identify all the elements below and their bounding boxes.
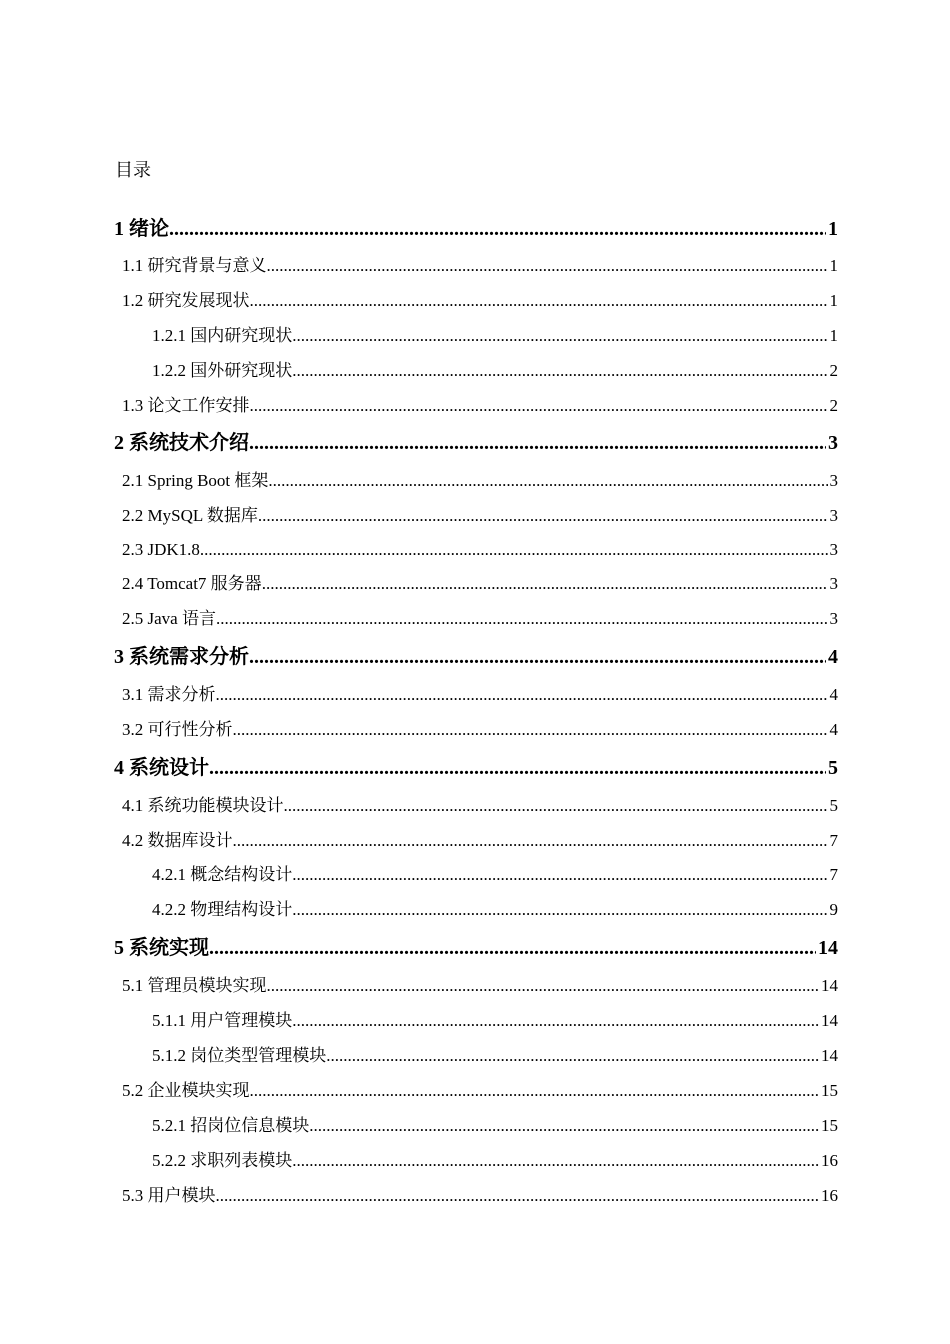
toc-entry-page: 9 bbox=[829, 900, 838, 919]
dot-leader bbox=[267, 975, 820, 997]
dot-leader bbox=[326, 1045, 819, 1067]
toc-entry[interactable] bbox=[0, 1185, 838, 1207]
toc-entry[interactable] bbox=[0, 864, 838, 886]
toc-entry[interactable] bbox=[0, 1010, 838, 1032]
toc-entry-label: 4.2 数据库设计 bbox=[122, 831, 233, 850]
toc-entry[interactable] bbox=[0, 755, 838, 781]
toc-entry-page: 3 bbox=[829, 506, 838, 525]
toc-entry-label: 2.5 Java 语言 bbox=[122, 609, 216, 628]
toc-entry-page: 7 bbox=[829, 831, 838, 850]
dot-leader bbox=[292, 360, 827, 382]
toc-entry-label: 1.2 研究发展现状 bbox=[122, 291, 250, 310]
dot-leader bbox=[216, 608, 828, 630]
toc-entry-label: 4.2.2 物理结构设计 bbox=[152, 900, 293, 919]
dot-leader bbox=[292, 899, 827, 921]
toc-entry[interactable] bbox=[0, 360, 838, 382]
toc-entry-page: 3 bbox=[829, 471, 838, 490]
dot-leader bbox=[292, 864, 827, 886]
toc-entry-page: 7 bbox=[829, 865, 838, 884]
toc-entry-label: 2.1 Spring Boot 框架 bbox=[122, 471, 269, 490]
toc-entry[interactable] bbox=[0, 290, 838, 312]
toc-entry-label: 1.3 论文工作安排 bbox=[122, 396, 250, 415]
toc-entry[interactable] bbox=[0, 505, 838, 527]
toc-entry[interactable] bbox=[0, 573, 838, 595]
toc-entry[interactable] bbox=[0, 1115, 838, 1137]
dot-leader bbox=[250, 395, 828, 417]
toc-entry-page: 5 bbox=[829, 796, 838, 815]
toc-entry-label: 5.2.2 求职列表模块 bbox=[152, 1151, 293, 1170]
toc-entry-page: 5 bbox=[828, 757, 838, 779]
dot-leader bbox=[249, 644, 826, 670]
toc-entry-page: 3 bbox=[829, 574, 838, 593]
toc-entry-page: 3 bbox=[829, 540, 838, 559]
dot-leader bbox=[200, 539, 828, 561]
toc-entry-page: 1 bbox=[829, 326, 838, 345]
toc-entry-label: 5.1.1 用户管理模块 bbox=[152, 1011, 293, 1030]
toc-entry-label: 2.2 MySQL 数据库 bbox=[122, 506, 258, 525]
dot-leader bbox=[216, 684, 828, 706]
dot-leader bbox=[250, 290, 828, 312]
dot-leader bbox=[268, 470, 827, 492]
toc-entry[interactable] bbox=[0, 684, 838, 706]
toc-entry-page: 15 bbox=[821, 1116, 838, 1135]
toc-entry-label: 2 系统技术介绍 bbox=[114, 432, 249, 454]
toc-entry-page: 15 bbox=[821, 1081, 838, 1100]
toc-entry[interactable] bbox=[0, 395, 838, 417]
toc-entry-label: 1.1 研究背景与意义 bbox=[122, 256, 267, 275]
dot-leader bbox=[169, 216, 826, 242]
toc-entry-label: 5.2 企业模块实现 bbox=[122, 1081, 250, 1100]
toc-entry-label: 5.1 管理员模块实现 bbox=[122, 976, 267, 995]
dot-leader bbox=[233, 830, 828, 852]
toc-entry-label: 1.2.2 国外研究现状 bbox=[152, 361, 293, 380]
toc-entry[interactable] bbox=[0, 608, 838, 630]
toc-entry-page: 16 bbox=[821, 1151, 838, 1170]
toc-entry-label: 5.3 用户模块 bbox=[122, 1186, 216, 1205]
toc-entry[interactable] bbox=[0, 1080, 838, 1102]
dot-leader bbox=[233, 719, 828, 741]
toc-entry-label: 2.4 Tomcat7 服务器 bbox=[122, 574, 262, 593]
toc-entry-page: 16 bbox=[821, 1186, 838, 1205]
dot-leader bbox=[250, 1080, 820, 1102]
toc-entry[interactable] bbox=[0, 216, 838, 242]
dot-leader bbox=[216, 1185, 820, 1207]
toc-entry-page: 3 bbox=[829, 609, 838, 628]
dot-leader bbox=[292, 1150, 819, 1172]
toc-entry[interactable] bbox=[0, 470, 838, 492]
dot-leader bbox=[258, 505, 828, 527]
toc-entry-label: 5.1.2 岗位类型管理模块 bbox=[152, 1046, 327, 1065]
toc-entry-page: 14 bbox=[821, 1046, 838, 1065]
dot-leader bbox=[267, 255, 828, 277]
toc-entry[interactable] bbox=[0, 325, 838, 347]
toc-entry-page: 2 bbox=[829, 361, 838, 380]
toc-entry[interactable] bbox=[0, 899, 838, 921]
toc-entry-page: 3 bbox=[828, 432, 838, 454]
toc-entry[interactable] bbox=[0, 255, 838, 277]
dot-leader bbox=[209, 935, 816, 961]
toc-entry-page: 1 bbox=[828, 218, 838, 240]
toc-entry-label: 5.2.1 招岗位信息模块 bbox=[152, 1116, 310, 1135]
toc-entry-page: 14 bbox=[821, 1011, 838, 1030]
toc-entry-label: 4.1 系统功能模块设计 bbox=[122, 796, 284, 815]
toc-entry-label: 2.3 JDK1.8 bbox=[122, 540, 200, 559]
toc-entry[interactable] bbox=[0, 795, 838, 817]
toc-entry[interactable] bbox=[0, 1150, 838, 1172]
toc-entry-label: 4.2.1 概念结构设计 bbox=[152, 865, 293, 884]
dot-leader bbox=[249, 430, 826, 456]
toc-entry[interactable] bbox=[0, 975, 838, 997]
toc-entry-page: 4 bbox=[829, 685, 838, 704]
toc-entry-page: 1 bbox=[829, 256, 838, 275]
toc-entry[interactable] bbox=[0, 539, 838, 561]
toc-entry-label: 1.2.1 国内研究现状 bbox=[152, 326, 293, 345]
toc-entry-page: 14 bbox=[821, 976, 838, 995]
toc-entry-label: 4 系统设计 bbox=[114, 757, 209, 779]
toc-entry-label: 5 系统实现 bbox=[114, 937, 209, 959]
toc-entry[interactable] bbox=[0, 830, 838, 852]
toc-entry-page: 4 bbox=[829, 720, 838, 739]
toc-entry[interactable] bbox=[0, 430, 838, 456]
toc-entry[interactable] bbox=[0, 644, 838, 670]
dot-leader bbox=[309, 1115, 819, 1137]
toc-title: 目录 bbox=[115, 160, 151, 180]
toc-entry-page: 2 bbox=[829, 396, 838, 415]
dot-leader bbox=[292, 1010, 819, 1032]
toc-entry-label: 3.1 需求分析 bbox=[122, 685, 216, 704]
toc-entry-label: 1 绪论 bbox=[114, 218, 169, 240]
toc-entry-page: 1 bbox=[829, 291, 838, 310]
toc-entry-label: 3 系统需求分析 bbox=[114, 646, 249, 668]
toc-entry-page: 14 bbox=[818, 937, 838, 959]
dot-leader bbox=[292, 325, 827, 347]
toc-entry-page: 4 bbox=[828, 646, 838, 668]
toc-entry[interactable] bbox=[0, 1045, 838, 1067]
toc-entry[interactable] bbox=[0, 719, 838, 741]
dot-leader bbox=[262, 573, 828, 595]
dot-leader bbox=[209, 755, 826, 781]
toc-entry[interactable] bbox=[0, 935, 838, 961]
dot-leader bbox=[284, 795, 828, 817]
toc-entry-label: 3.2 可行性分析 bbox=[122, 720, 233, 739]
